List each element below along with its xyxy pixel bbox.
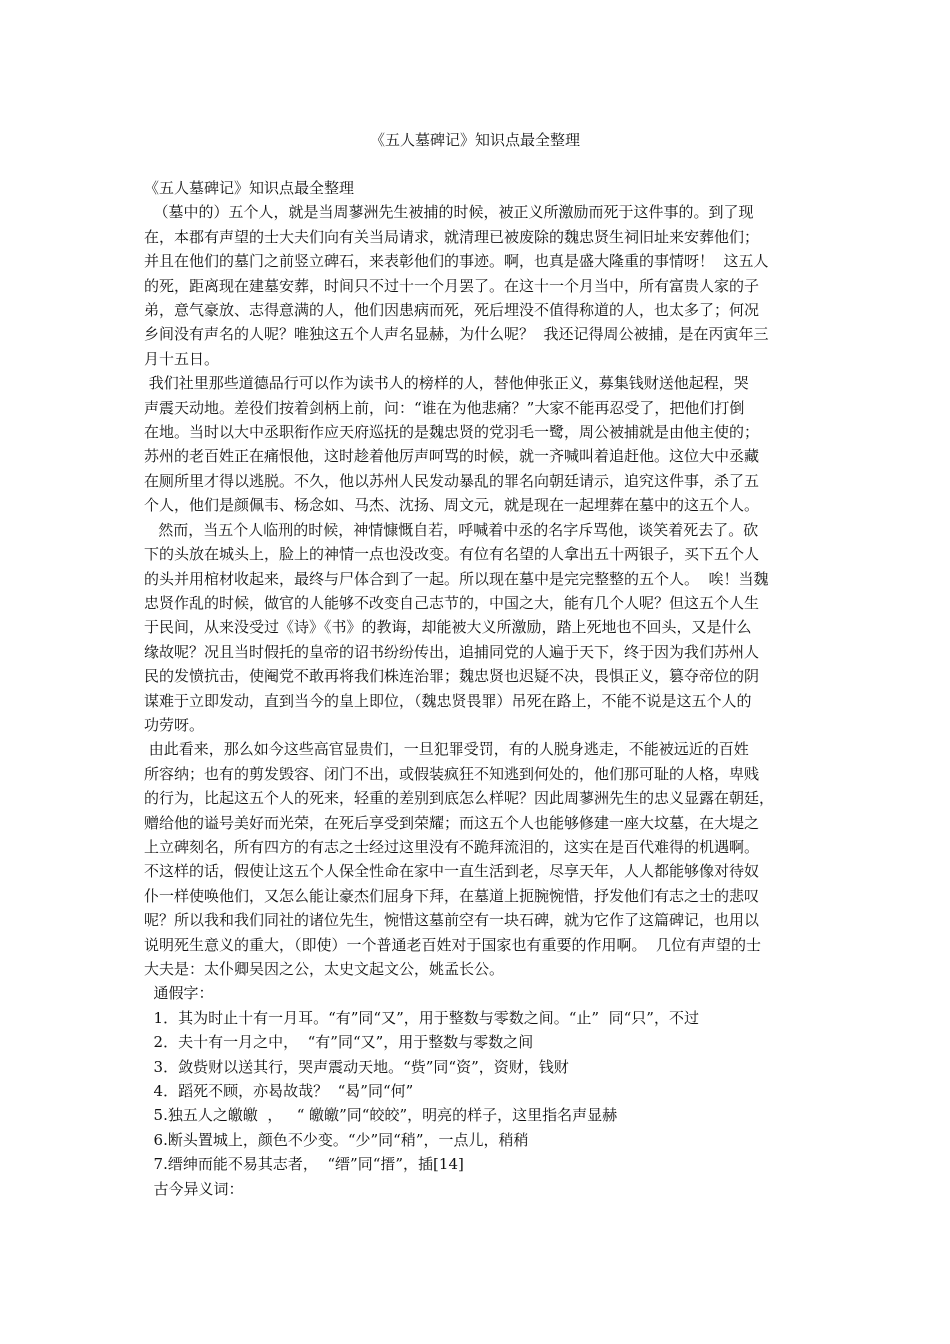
text-line: 7.缙绅而能不易其志者， “缙”同“搢”，插[14] (144, 1155, 464, 1174)
text-line: 4．蹈死不顾，亦曷故哉？ “曷”同“何” (144, 1082, 414, 1101)
document-title: 《五人墓碑记》知识点最全整理 (369, 131, 580, 149)
text-line: 由此看来，那么如今这些高官显贵们，一旦犯罪受罚，有的人脱身逃走，不能被远近的百姓 (144, 740, 749, 759)
text-line: 忠贤作乱的时候，做官的人能够不改变自己志节的，中国之大，能有几个人呢？但这五个人生 (144, 593, 760, 612)
text-line: 呢？所以我和我们同社的诸位先生，惋惜这墓前空有一块石碑，就为它作了这篇碑记，也用以 (144, 911, 760, 930)
body-lines (144, 200, 812, 1201)
text-line: 的死，距离现在建墓安葬，时间只不过十一个月罢了。在这十一个月当中，所有富贵人家的子 (144, 276, 760, 295)
text-line: 谋难于立即发动，直到当今的皇上即位，（魏忠贤畏罪）吊死在路上，不能不说是这五个人的 (144, 691, 752, 710)
text-line: 并且在他们的墓门之前竖立碑石，来表彰他们的事迹。啊，也真是盛大隆重的事情呀！ 这五人 (144, 252, 769, 271)
text-line: 6.断头置城上，颜色不少变。“少”同“稍”，一点儿，稍稍 (144, 1130, 529, 1149)
text-line: 在厕所里才得以逃脱。不久，他以苏州人民发动暴乱的罪名向朝廷请示，追究这件事，杀了五 (144, 471, 760, 490)
text-line: 的行为，比起这五个人的死来，轻重的差别到底怎么样呢？因此周蓼洲先生的忠义显露在朝廷， (144, 789, 775, 808)
text-line: 仆一样使唤他们，又怎么能让豪杰们屈身下拜，在墓道上扼腕惋惜，抒发他们有志之士的悲叹 (144, 886, 760, 905)
body-heading: 《五人墓碑记》知识点最全整理 (144, 179, 355, 197)
text-line: 月十五日。 (144, 349, 220, 368)
text-line: 2．夫十有一月之中， “有”同“又”，用于整数与零数之间 (144, 1033, 534, 1052)
text-line: 然而，当五个人临刑的时候，神情慷慨自若，呼喊着中丞的名字斥骂他，谈笑着死去了。砍 (144, 520, 759, 539)
text-line: 苏州的老百姓正在痛恨他，这时趁着他厉声呵骂的时候，就一齐喊叫着追赶他。这位大中丞藏 (144, 447, 760, 466)
text-line: 所容纳；也有的剪发毁容、闭门不出，或假装疯狂不知逃到何处的，他们那可耻的人格，卑贱 (144, 764, 760, 783)
text-line: 3．敛赀财以送其行，哭声震动天地。“赀”同“资”，资财，钱财 (144, 1057, 569, 1076)
text-line: 声震天动地。差役们按着剑柄上前，问：“谁在为他悲痛？”大家不能再忍受了，把他们打倒 (144, 398, 745, 417)
text-line: 下的头放在城头上，脸上的神情一点也没改变。有位有名望的人拿出五十两银子，买下五个人 (144, 545, 760, 564)
text-line: 说明死生意义的重大，（即使）一个普通老百姓对于国家也有重要的作用啊。 几位有声望的士 (144, 935, 762, 954)
text-line: 功劳呀。 (144, 715, 205, 734)
text-line: 民的发愤抗击，使阉党不敢再将我们株连治罪；魏忠贤也迟疑不决，畏惧正义，篡夺帝位的阴 (144, 667, 760, 686)
text-line: 不这样的话，假使让这五个人保全性命在家中一直生活到老，尽享天年，人人都能够像对待奴 (144, 862, 760, 881)
text-line: 的头并用棺材收起来，最终与尸体合到了一起。所以现在墓中是完完整整的五个人。 唉！当魏 (144, 569, 769, 588)
text-line: 大夫是：太仆卿吴因之公，太史文起文公，姚孟长公。 (144, 960, 505, 978)
text-line: 缘故呢？况且当时假托的皇帝的诏书纷纷传出，追捕同党的人遍于天下，终于因为我们苏州人 (144, 642, 760, 661)
text-line: 乡间没有声名的人呢？唯独这五个人声名显赫，为什么呢？ 我还记得周公被捕，是在丙寅年三 (144, 325, 769, 344)
text-line: 上立碑刻名，所有四方的有志之士经过这里没有不跪拜流泪的，这实在是百代难得的机遇啊。 (144, 837, 760, 856)
text-line: 于民间，从来没受过《诗》《书》的教诲，却能被大义所激励，踏上死地也不回头，又是什么 (144, 618, 752, 637)
text-line: 通假字： (144, 984, 214, 1003)
text-line: 弟，意气豪放、志得意满的人，他们因患病而死，死后埋没不值得称道的人，也太多了；何况 (144, 301, 760, 320)
text-line: 在地。当时以大中丞职衔作应天府巡抚的是魏忠贤的党羽毛一鹭，周公被捕就是由他主使的； (144, 423, 760, 442)
text-line: 5.独五人之皦皦 ， “ 皦皦”同“皎皎”，明亮的样子，这里指名声显赫 (144, 1106, 618, 1125)
text-line: 我们社里那些道德品行可以作为读书人的榜样的人，替他伸张正义，募集钱财送他起程，哭 (144, 374, 749, 393)
text-line: 赠给他的谥号美好而光荣，在死后享受到荣耀；而这五个人也能够修建一座大坟墓，在大堤之 (144, 813, 760, 832)
document-body (144, 176, 812, 1201)
text-line: 个人，他们是颜佩韦、杨念如、马杰、沈扬、周文元，就是现在一起埋葬在墓中的这五个人。 (144, 496, 760, 515)
text-line: 1．其为时止十有一月耳。“有”同“又”，用于整数与零数之间。“止” 同“只”，不过 (144, 1008, 699, 1027)
text-line: 古今异义词： (144, 1179, 244, 1198)
text-line: 在，本郡有声望的士大夫们向有关当局请求，就清理已被废除的魏忠贤生祠旧址来安葬他们； (144, 227, 760, 246)
text-line: （墓中的）五个人，就是当周蓼洲先生被捕的时候，被正义所激励而死于这件事的。到了现 (144, 203, 754, 222)
